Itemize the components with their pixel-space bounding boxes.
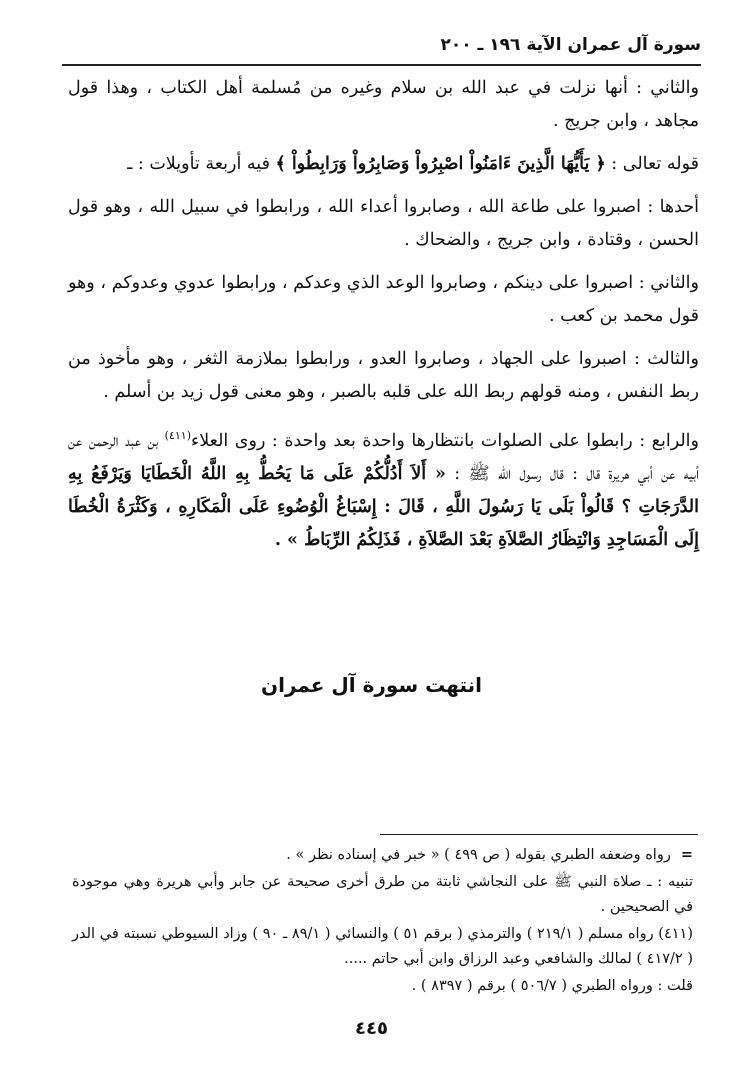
footnote-reference: (٤١١)	[164, 429, 191, 442]
verse-tail: فيه أربعة تأويلات : ـ	[127, 154, 276, 174]
page-number: ٤٤٥	[355, 1018, 388, 1039]
running-title: سورة آل عمران الآية ١٩٦ ـ ٢٠٠	[440, 35, 701, 55]
paragraph-second-interpretation: والثاني : اصبروا على دينكم ، وصابروا الوعد الذي وعدكم ، ورابطوا عدوي وعدوكم ، وهو قول محمد بن كعب .	[68, 273, 699, 326]
fourth-isnad: بن عبد الرحمن عن أبيه عن أبي هريرة قال : قال رسول الله ﷺ :	[68, 430, 699, 484]
footnote-411: (٤١١) رواه مسلم ( ٢١٩/١ ) والترمذي ( برقم ٥١ ) والنسائي ( ٨٩/١ ـ ٩٠ ) وزاد السيوطي نسبته في الدر ( ٤١٧/٢ ) لمالك والشافعي وعبد الرزاق وابن أبي حاتم .....	[72, 926, 693, 967]
paragraph-fourth-interpretation	[68, 419, 699, 557]
footnote-remark: قلت : ورواه الطبري ( ٥٠٦/٧ ) برقم ( ٨٣٩٧ ) .	[411, 978, 693, 994]
fourth-lead: والرابع : رابطوا على الصلوات بانتظارها واحدة بعد واحدة : روى العلاء	[190, 430, 699, 451]
paragraph-first-interpretation: أحدها : اصبروا على طاعة الله ، وصابروا أعداء الله ، ورابطوا في سبيل الله ، وهو قول الحسن ، وقتادة ، وابن جريج ، والضحاك .	[68, 197, 699, 250]
main-text	[68, 72, 699, 567]
footnote-continuation	[72, 842, 693, 868]
footnote-notice: تنبيه : ـ صلاة النبي ﷺ على النجاشي ثابتة من طرق أخرى صحيحة عن جابر وأبي هريرة وهي موجودة في الصحيحين .	[72, 874, 693, 915]
paragraph-third-interpretation: والثالث : اصبروا على الجهاد ، وصابروا العدو ، ورابطوا بملازمة الثغر ، وهو مأخوذ من ربط النفس ، ومنه قولهم ربط الله على قلبه بالصبر ، وهو معنى قول زيد بن أسلم .	[68, 349, 699, 402]
continuation-mark: =	[680, 846, 693, 863]
footnote-continuation-text: رواه وضعفه الطبري بقوله ( ص ٤٩٩ ) « خبر في إسناده نظر » .	[286, 847, 671, 863]
quran-verse: ﴿ يَأَيُّهَا الَّذِينَ ءَامَنُواْ اصْبِرُواْ وَصَابِرُواْ وَرَابِطُواْ ﴾	[275, 154, 606, 174]
running-header	[62, 20, 701, 66]
paragraph-verse	[68, 148, 699, 181]
footnotes	[72, 842, 693, 1001]
paragraph-second-view: والثاني : أنها نزلت في عبد الله بن سلام وغيره من مُسلمة أهل الكتاب ، وهذا قول مجاهد ، وابن جريج .	[68, 78, 699, 131]
footnote-divider	[380, 834, 698, 835]
verse-lead: قوله تعالى :	[605, 154, 699, 174]
hadith-text: « أَلاَ أَدُلُّكُمْ عَلَى مَا يَحُطُّ بِهِ اللَّهُ الْخَطَايَا وَيَرْفَعُ بِهِ الدَّرَجَاتِ ؟ قَالُواْ بَلَى يَا رَسُولَ اللَّهِ ، قَالَ : إِسْبَاغُ الْوُضُوءِ عَلَى الْمَكَارِهِ ، وَكَثْرَةُ الْخُطَا إِلَى الْمَسَاجِدِ وَانْتِظَارُ الصَّلاَةِ بَعْدَ الصَّلاَةِ ، فَذَلِكُمُ الرِّبَاطُ » .	[68, 463, 699, 550]
surah-end-title: انتهت سورة آل عمران	[261, 673, 482, 697]
